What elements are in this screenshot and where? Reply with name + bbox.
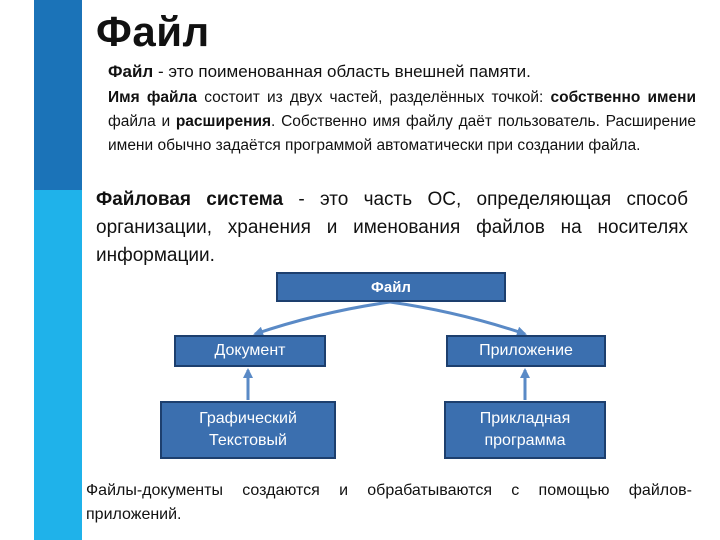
diagram-node-applied-program — [444, 401, 606, 459]
filename-term: Имя файла — [108, 89, 198, 106]
diagram-node-program-label: программа — [484, 432, 566, 449]
diagram-node-graphic-label: Графический — [199, 410, 297, 427]
file-term: Файл — [108, 62, 154, 81]
side-band-dark — [34, 0, 82, 190]
filename-text-1: состоит из двух частей, разделённых точкой: — [197, 89, 551, 106]
extension-term: расширения — [175, 113, 272, 130]
diagram-node-document: Документ — [174, 335, 326, 367]
diagram-node-text-label: Текстовый — [209, 432, 287, 449]
arrow-file-to-document — [255, 302, 390, 334]
file-definition-text: - это поименованная область внешней памяти. — [153, 62, 531, 81]
filename-text-3: . Собственно имя файлу даёт пользователь. Расширение имени обычно задаётся программой автоматически при создании файла. — [108, 113, 697, 154]
page-title: Файл — [96, 8, 210, 55]
file-definition — [108, 60, 698, 84]
diagram-node-application: Приложение — [446, 335, 606, 367]
diagram-node-graphic-text — [160, 401, 336, 459]
diagram-node-applied-label: Прикладная — [479, 410, 571, 427]
diagram-node-file: Файл — [276, 272, 506, 302]
own-name-term: собственно имени — [550, 89, 696, 106]
filesystem-paragraph — [96, 186, 688, 270]
arrow-file-to-application — [390, 302, 525, 334]
filename-paragraph — [108, 86, 696, 158]
side-band-light — [34, 190, 82, 540]
filesystem-text: - это часть ОС, определяющая способ организации, хранения и именования файлов на носителях информации. — [96, 189, 689, 266]
filename-text-2: файла и — [108, 113, 176, 130]
filesystem-term: Файловая система — [96, 189, 284, 210]
conclusion-text: Файлы-документы создаются и обрабатываются с помощью файлов-приложений. — [86, 482, 692, 523]
